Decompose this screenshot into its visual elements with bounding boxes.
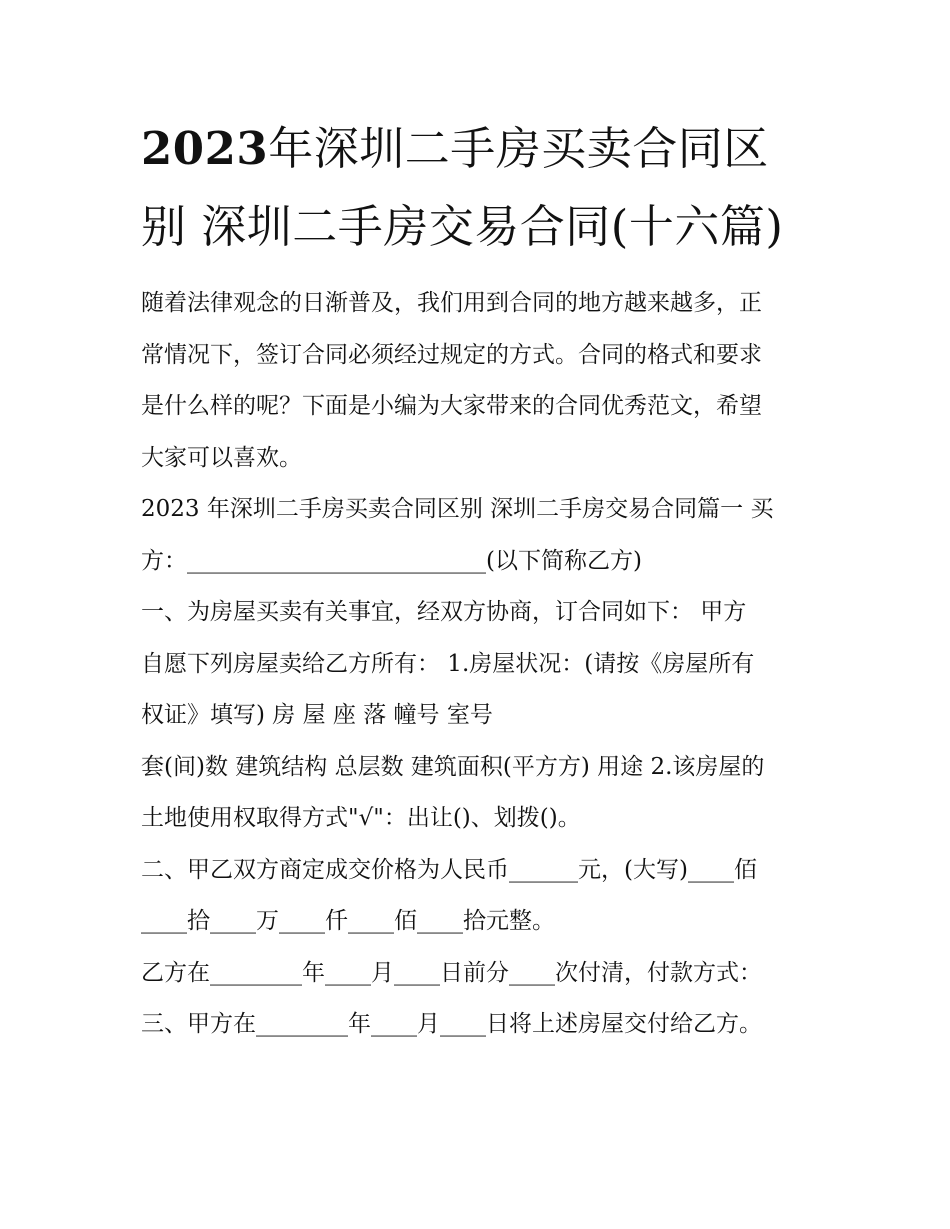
body-line: 方：__________________________(以下简称乙方) (141, 547, 642, 574)
intro-line: 是什么样的呢？下面是小编为大家带来的合同优秀范文，希望 (141, 393, 762, 419)
body-line: 土地使用权取得方式"√"：出让()、划拨()。 (141, 805, 581, 831)
title-text: 年深圳二手房买卖合同区别 深圳二手房交易合同(十六篇) (141, 122, 784, 253)
body-line: 二、甲乙双方商定成交价格为人民币______元，(大写)____佰 (141, 856, 757, 883)
document-title (141, 110, 813, 266)
intro-line: 随着法律观念的日渐普及，我们用到合同的地方越来越多，正 (141, 290, 762, 316)
body-line: 乙方在________年____月____日前分____次付清，付款方式： (141, 959, 762, 986)
intro-paragraph (141, 278, 813, 484)
body-line: 权证》填写) 房 屋 座 落 幢号 室号 (141, 702, 493, 728)
intro-line: 大家可以喜欢。 (141, 444, 302, 471)
body-line: 一、为房屋买卖有关事宜，经双方协商，订合同如下： 甲方 (141, 599, 747, 625)
contract-body (141, 484, 813, 1051)
title-year: 2023 (141, 122, 269, 175)
intro-line: 常情况下，签订合同必须经过规定的方式。合同的格式和要求 (141, 341, 762, 368)
body-line: 三、甲方在________年____月____日将上述房屋交付给乙方。 (141, 1011, 762, 1037)
body-line: 2023 年深圳二手房买卖合同区别 深圳二手房交易合同篇一 买 (141, 496, 774, 522)
document-page (141, 110, 813, 1051)
body-line: ____拾____万____仟____佰____拾元整。 (141, 908, 555, 934)
body-line: 套(间)数 建筑结构 总层数 建筑面积(平方方) 用途 2.该房屋的 (141, 753, 765, 780)
body-line: 自愿下列房屋卖给乙方所有： 1.房屋状况：(请按《房屋所有 (141, 650, 755, 677)
